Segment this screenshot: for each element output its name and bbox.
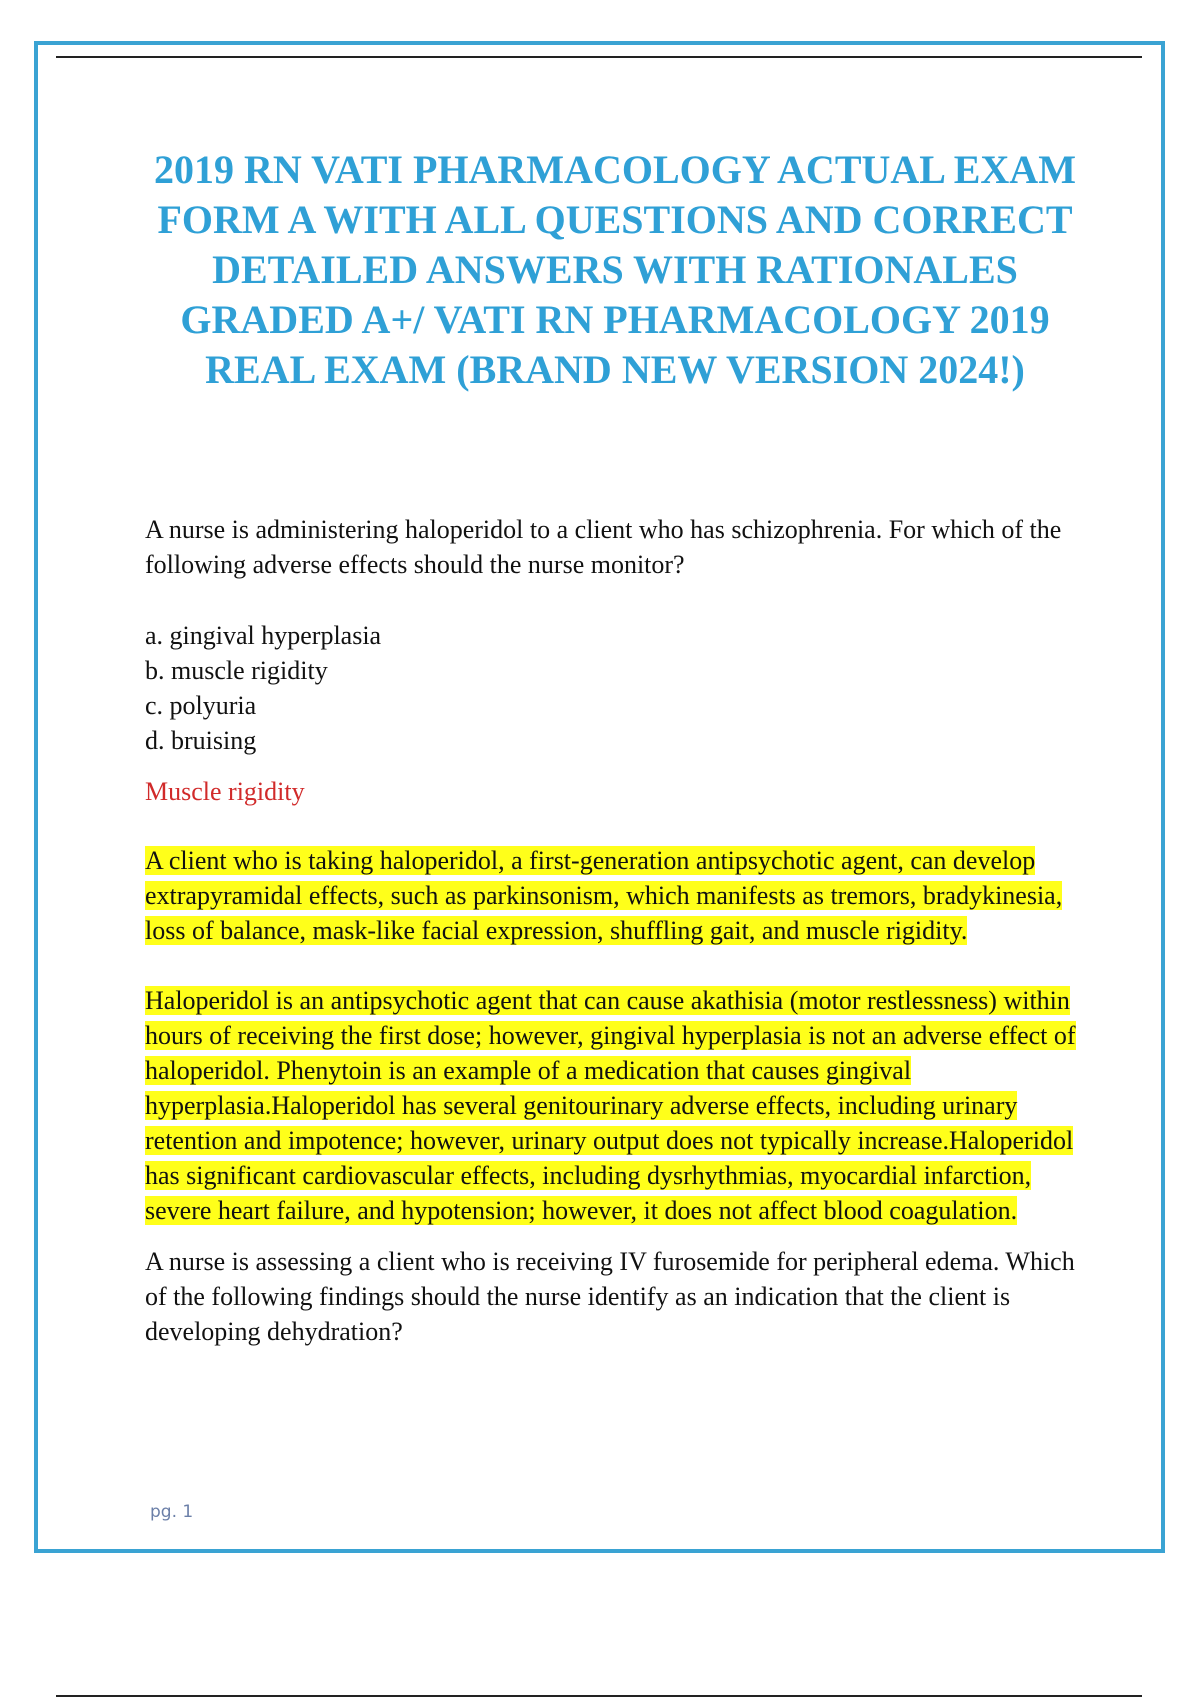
- rationale-1-highlight: A client who is taking haloperidol, a first-generation antipsychotic agent, can develop extrapyramidal effects, such as parkinsonism, which manifests as tremors, bradykinesia, loss of balance, mask-like facial expression, shuffling gait, and muscle rigidity.: [145, 846, 1063, 945]
- bottom-rule: [56, 1695, 1142, 1697]
- rationale-2-highlight: Haloperidol is an antipsychotic agent that can cause akathisia (motor restlessness) within hours of receiving the first dose; however, gingival hyperplasia is not an adverse effect of haloperidol. Phenytoin is an example of a medication that causes gingival hyperplasia.Haloperidol has several genitourinary adverse effects, including urinary retention and impotence; however, urinary output does not typically increase.Haloperidol has significant cardiovascular effects, including dysrhythmias, myocardial infarction, severe heart failure, and hypotension; however, it does not affect blood coagulation.: [145, 986, 1076, 1225]
- option-c: c. polyuria: [145, 691, 257, 720]
- option-a: a. gingival hyperplasia: [145, 621, 382, 650]
- document-title: 2019 RN VATI PHARMACOLOGY ACTUAL EXAM FORM A WITH ALL QUESTIONS AND CORRECT DETAILED ANSWERS WITH RATIONALES GRADED A+/ VATI RN PHARMACOLOGY 2019 REAL EXAM (BRAND NEW VERSION 2024!): [154, 147, 1076, 392]
- question-2-text: A nurse is assessing a client who is receiving IV furosemide for peripheral edema. Which of the following findings should the nurse identify as an indication that the client is developing dehydration?: [145, 1247, 1075, 1346]
- option-b: b. muscle rigidity: [145, 656, 328, 685]
- document-content: [145, 512, 1085, 1349]
- option-d: d. bruising: [145, 726, 257, 755]
- question-1-options: [145, 618, 1085, 758]
- rationale-1-paragraph: [145, 843, 1085, 948]
- page-number: pg. 1: [150, 1502, 194, 1522]
- top-rule: [56, 56, 1142, 58]
- question-1-answer: Muscle rigidity: [145, 777, 305, 806]
- rationale-2-paragraph: [145, 983, 1085, 1228]
- question-1-text: A nurse is administering haloperidol to a client who has schizophrenia. For which of the following adverse effects should the nurse monitor?: [145, 515, 1062, 579]
